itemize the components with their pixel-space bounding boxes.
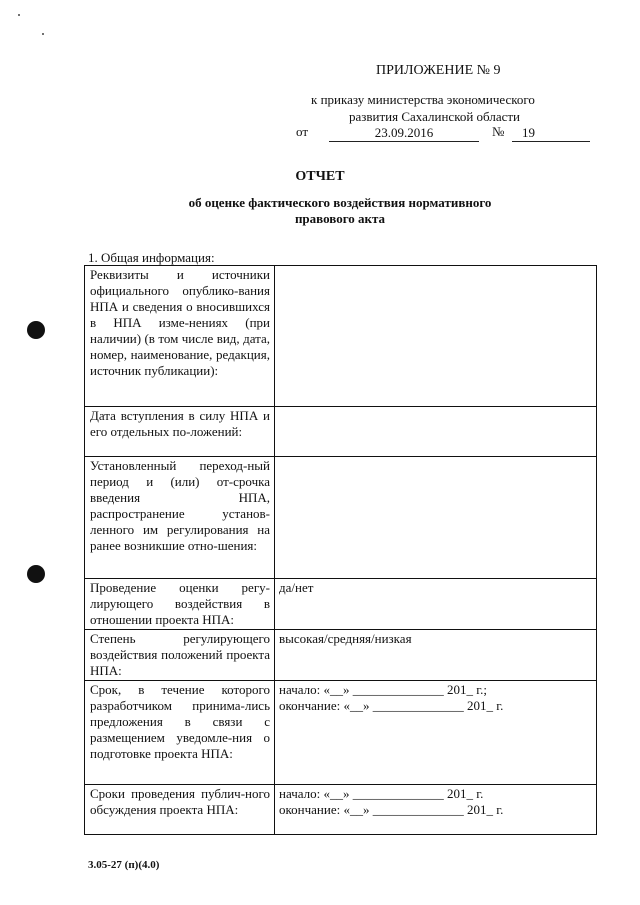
row-label: Степень регулирующего воздействия положений проекта НПА:: [85, 630, 275, 681]
end-date-line: окончание: «__» ______________ 201_ г.: [279, 802, 504, 817]
binder-hole-bottom: [27, 565, 45, 583]
table-row: [85, 266, 597, 407]
report-title: ОТЧЕТ: [295, 169, 345, 184]
table-row: [85, 630, 597, 681]
from-label: от: [296, 124, 309, 139]
table-row: [85, 579, 597, 630]
end-date-line: окончание: «__» ______________ 201_ г.: [279, 698, 504, 713]
row-label: Реквизиты и источники официального опублико-вания НПА и сведения о вносившихся в НПА изме-нениях (при наличии) (в том числе вид, дата, номер, наименование, редакция, источник публикации):: [85, 266, 275, 407]
row-value[interactable]: [275, 681, 597, 785]
number-label: №: [492, 124, 505, 139]
section-title: 1. Общая информация:: [88, 250, 215, 265]
report-subtitle-line1: об оценке фактического воздействия нормативного: [188, 195, 492, 210]
row-value[interactable]: [275, 266, 597, 407]
report-subtitle-line2: правового акта: [294, 211, 386, 226]
start-date-line: начало: «__» ______________ 201_ г.;: [279, 682, 487, 697]
row-label: Сроки проведения публич-ного обсуждения проекта НПА:: [85, 785, 275, 835]
row-label: Проведение оценки регу-лирующего воздействия в отношении проекта НПА:: [85, 579, 275, 630]
row-value[interactable]: [275, 457, 597, 579]
binder-hole-top: [27, 321, 45, 339]
table-row: [85, 457, 597, 579]
order-date: 23.09.2016: [329, 124, 479, 142]
appendix-title: ПРИЛОЖЕНИЕ № 9: [376, 63, 501, 78]
table-row: [85, 681, 597, 785]
row-value[interactable]: [275, 785, 597, 835]
row-label: Установленный переход-ный период и (или) от-срочка введения НПА, распространение установ-ленного им регулирования на ранее возникшие отно-шения:: [85, 457, 275, 579]
order-reference-line1: к приказу министерства экономического: [311, 92, 535, 107]
scan-speck: [18, 14, 20, 16]
start-date-line: начало: «__» ______________ 201_ г.: [279, 786, 484, 801]
row-label: Срок, в течение которого разработчиком принима-лись предложения в связи с размещением уведомле-ния о подготовке проекта НПА:: [85, 681, 275, 785]
table-row: [85, 407, 597, 457]
general-info-table: [84, 265, 597, 835]
row-value[interactable]: [275, 407, 597, 457]
order-reference-line2: развития Сахалинской области: [349, 109, 521, 124]
form-code: 3.05-27 (п)(4.0): [88, 859, 160, 871]
order-number: 19: [512, 124, 590, 142]
row-value[interactable]: высокая/средняя/низкая: [275, 630, 597, 681]
scan-speck: [42, 33, 44, 35]
table-row: [85, 785, 597, 835]
row-label: Дата вступления в силу НПА и его отдельных по-ложений:: [85, 407, 275, 457]
row-value[interactable]: да/нет: [275, 579, 597, 630]
order-date-row: [296, 124, 596, 142]
